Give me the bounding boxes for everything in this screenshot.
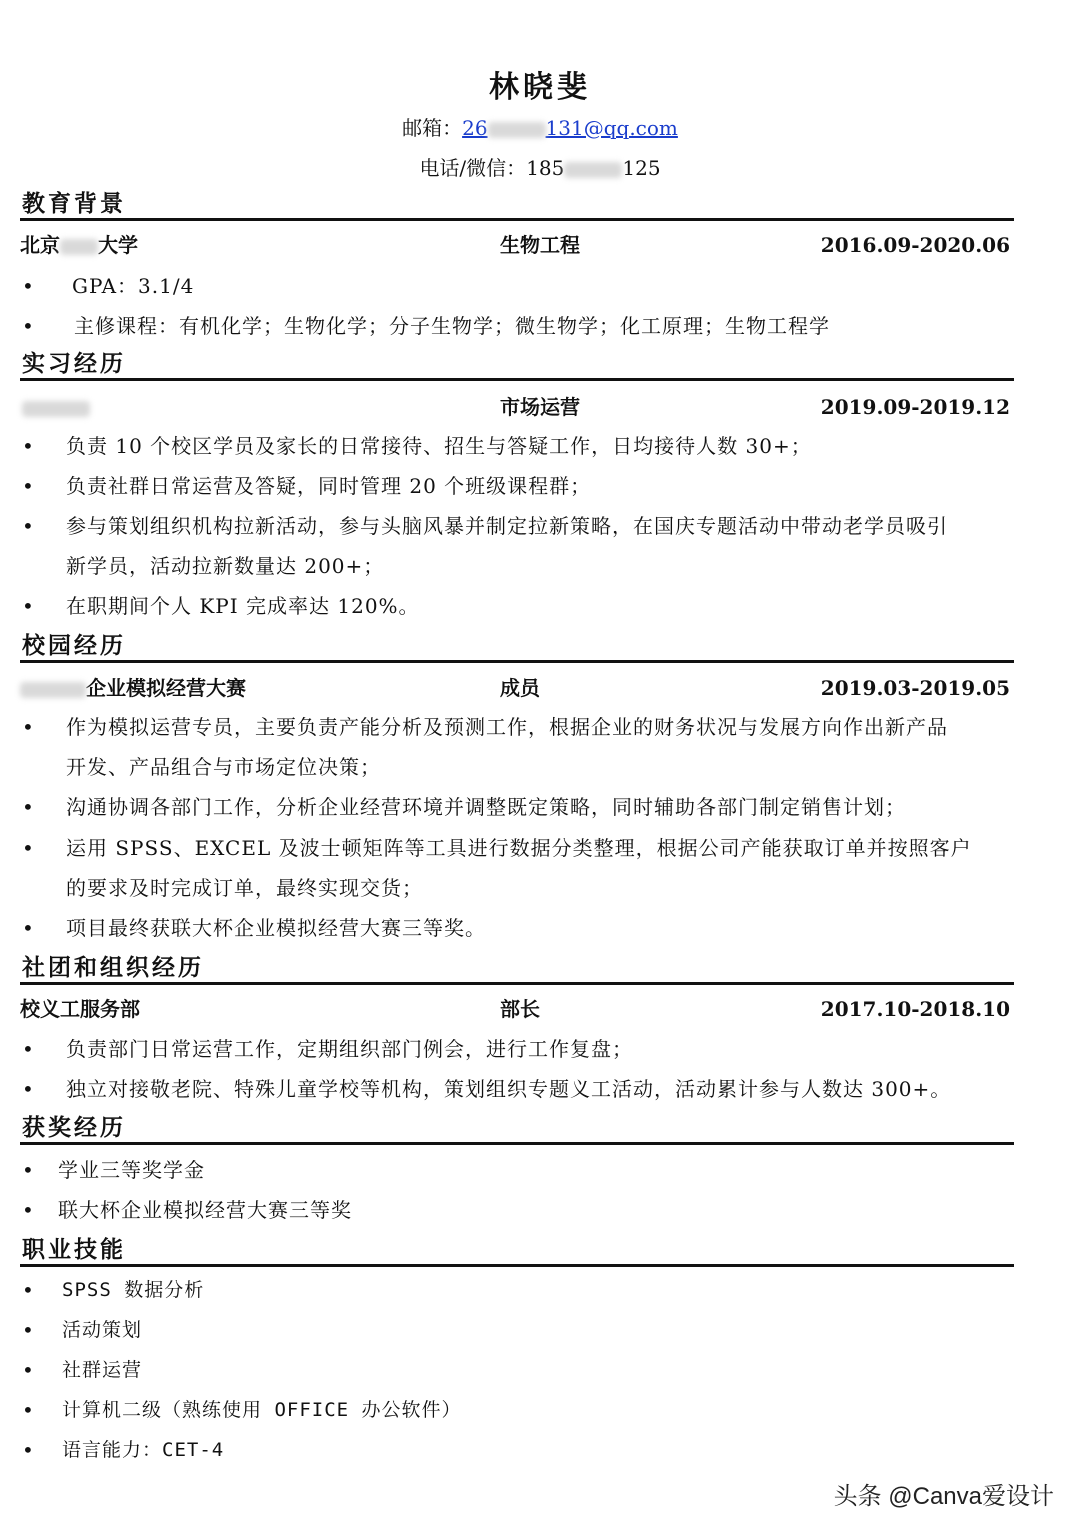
internship-date: 2019.09-2019.12 (820, 395, 1010, 419)
company-redaction (22, 401, 90, 417)
education-major: 生物工程 (500, 233, 580, 257)
campus-row (20, 673, 1010, 703)
resume-name: 林晓斐 (489, 70, 591, 105)
email-redaction (488, 122, 546, 138)
section-education-title: 教育背景 (20, 190, 1014, 221)
internship-company (20, 392, 90, 422)
phone-prefix: 185 (526, 156, 565, 180)
email-line (0, 112, 1080, 141)
phone-label: 电话/微信： (419, 156, 527, 180)
clubs-row (20, 994, 1010, 1024)
phone-line (0, 152, 1080, 181)
resume-page: 林晓斐 邮箱：26 131@qq.com 电话/微信：185 125 教育背景 北京 大学 生物工程 2016.09-2020.06 • GPA：3.1/4 • 主修课程：有机化学；生物化学；分子生物学；微生物学；化工原理；生物工程学 实习经历 市场运营 2019.09-2019.12 • 负责 10 个校区学员及家长的日常接待、招生与答疑工作，日均接待人数 30+； • 负责社群日常运营及答疑，同时管理 20 个班级课程群； • 参与策划组织机构拉新活动，参与头脑风暴并制定拉新策略，在国庆专题活动中带动老学员吸引 新学员，活动拉新数量达 200+； • 在职期间个人 KPI 完成率达 120%。 校园经历 企业模拟经营大赛 成员 2019.03-2019.05 • 作为模拟运营专员，主要负责产能分析及预测工作，根据企业的财务状况与发展方向作出新产品 开发、产品组合与市场定位决策； • 沟通协调各部门工作，分析企业经营环境并调整既定策略，同时辅助各部门制定销售计划； • 运用 SPSS、EXCEL 及波士顿矩阵等工具进行数据分类整理，根据公司产能获取订单并按照客户 的要求及时完成订单，最终实现交货； • 项目最终获联大杯企业模拟经营大赛三等奖。 社团和组织经历 校义工服务部 部长 2017.10-2018.10 • 负责部门日常运营工作，定期组织部门例会，进行工作复盘； • 独立对接敬老院、特殊儿童学校等机构，策划组织专题义工活动，活动累计参与人数达 300+。 获奖经历 • 学业三等奖学金 • 联大杯企业模拟经营大赛三等奖 职业技能 • SPSS 数据分析 • 活动策划 • 社群运营 • 计算机二级（熟练使用 OFFICE 办公软件） • 语言能力：CET-4 头条 @Canva爱设计 (0, 0, 1080, 1527)
education-row (20, 230, 1010, 260)
phone-suffix: 125 (622, 156, 661, 180)
school-redaction (60, 239, 98, 255)
section-clubs-title: 社团和组织经历 (20, 954, 1014, 985)
internship-row (20, 392, 1010, 422)
education-date: 2016.09-2020.06 (820, 233, 1010, 257)
section-internship-title: 实习经历 (20, 350, 1014, 381)
email-link[interactable]: 26 131@qq.com (462, 116, 678, 140)
clubs-role: 部长 (500, 997, 540, 1021)
internship-role: 市场运营 (500, 395, 580, 419)
section-campus-title: 校园经历 (20, 632, 1014, 663)
campus-competition: 企业模拟经营大赛 (20, 673, 246, 703)
campus-date: 2019.03-2019.05 (820, 676, 1010, 700)
education-school: 北京 大学 (20, 233, 138, 257)
campus-role: 成员 (500, 676, 540, 700)
watermark: 头条 @Canva爱设计 (833, 1483, 1054, 1510)
phone-redaction (564, 162, 622, 178)
clubs-date: 2017.10-2018.10 (820, 997, 1010, 1021)
section-skills-title: 职业技能 (20, 1236, 1014, 1267)
section-awards-title: 获奖经历 (20, 1114, 1014, 1145)
competition-redaction (20, 682, 86, 698)
clubs-org: 校义工服务部 (20, 997, 140, 1021)
email-label: 邮箱： (402, 116, 463, 140)
